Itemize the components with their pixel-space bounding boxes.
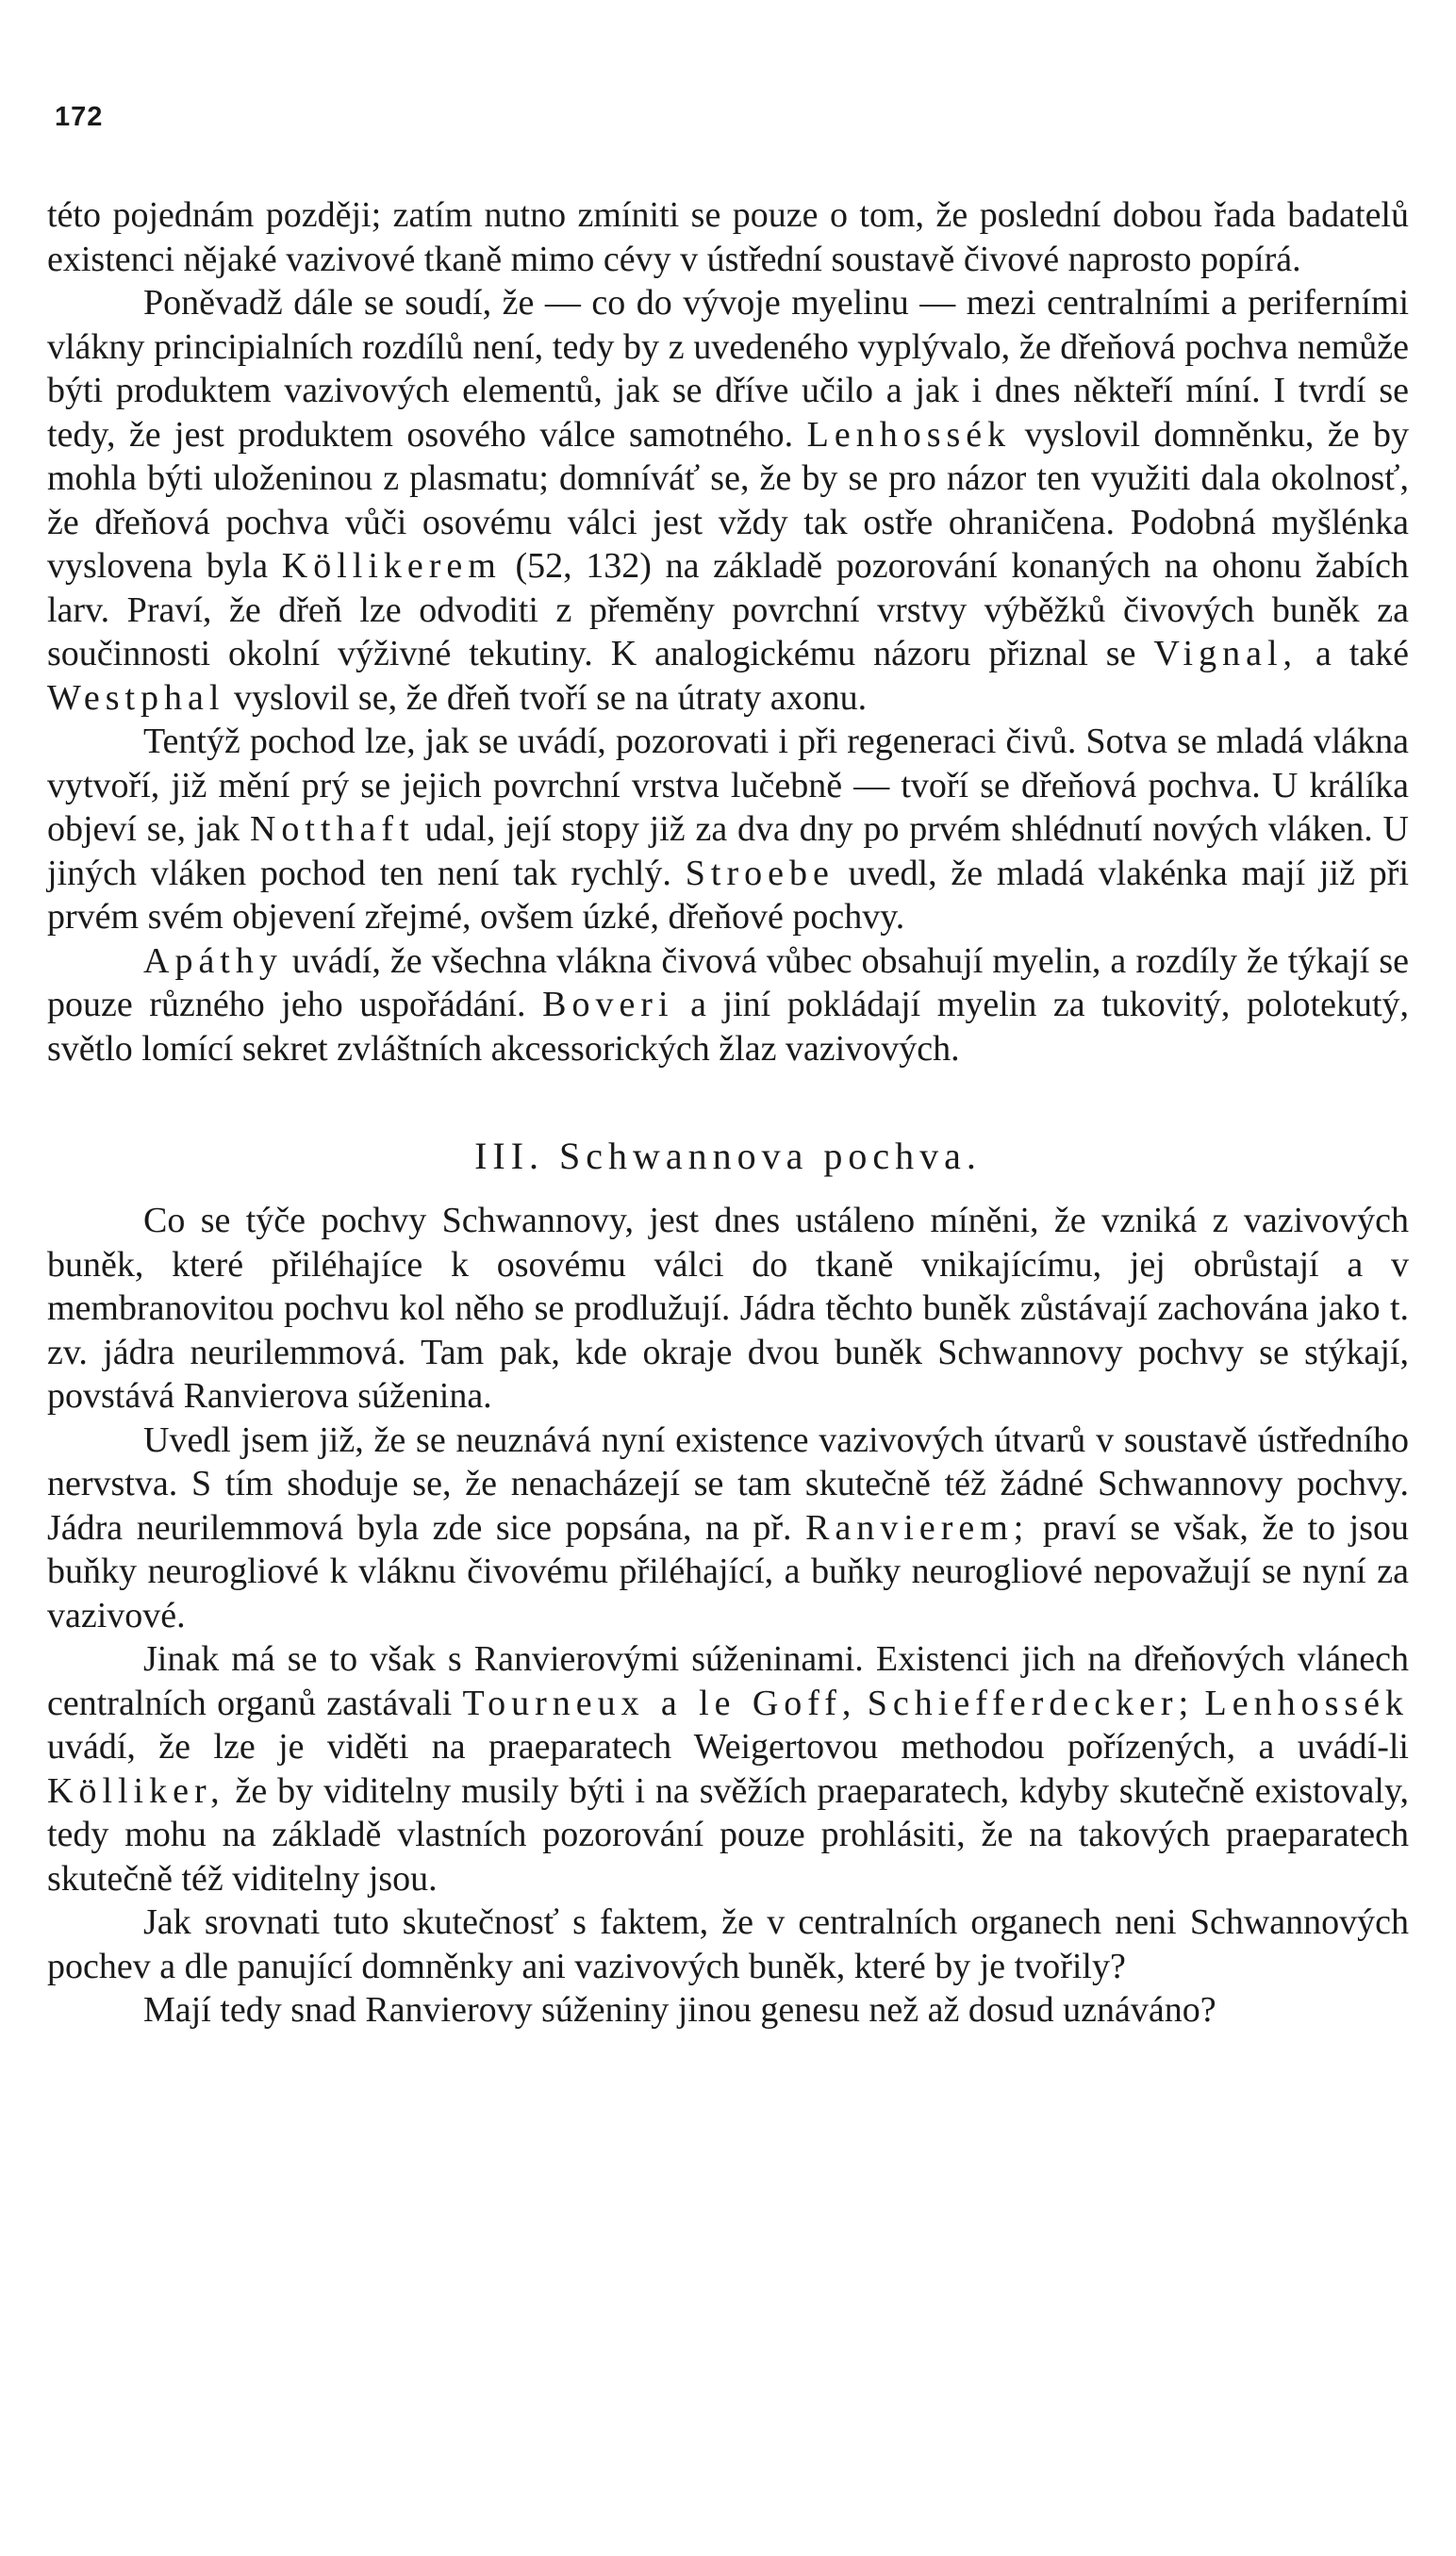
section-numeral: III. bbox=[474, 1135, 545, 1177]
author-name: Schiefferdecker; bbox=[867, 1683, 1195, 1723]
author-name: Apáthy bbox=[143, 940, 283, 981]
text-run: Uvedl jsem již, že se neuznává nyní existence vazivových útvarů v soustavě ústředního nervstva. S tím shoduje se, že nenacházejí se tam skutečně též žádné Schwannovy pochvy. Jádra neurilemmová byla zde sice popsána, na př. bbox=[47, 1419, 1409, 1548]
paragraph-schwann-sheath: Co se týče pochvy Schwannovy, jest dnes ustáleno míněni, že vzniká z vazivových buněk, které přiléhajíce k osovému válci do tkaně vnikajícímu, jej obrůstají a v membranovitou pochvu kol něho se prodlužují. Jádra těchto buněk zůstávají zachována jako t. zv. jádra neurilemmová. Tam pak, kde okraje dvou buněk Schwannovy pochvy se stýkají, povstává Ranvierova súženina. bbox=[47, 1201, 1409, 1416]
author-name: Vignal, bbox=[1153, 634, 1299, 673]
text-run: vyslovil domněnku, že by mohla býti uloženinou z plasmatu; domníváť se, že by se pro názor ten využiti dala okolnosť, že dřeňová pochva vůči osovému válci jest vždy tak ostře ohraničena. Podobná myšlénka vyslovena byla bbox=[47, 414, 1410, 586]
paragraph-central-nervous-system bbox=[47, 1419, 1409, 1638]
text-run: vyslovil se, že dřeň tvoří se na útraty axonu. bbox=[233, 677, 868, 718]
paragraph-continued: této pojednám později; zatím nutno zmíniti se pouze o tom, že poslední dobou řada badatelů existenci nějaké vazivové tkaně mimo cévy v ústřední soustavě čivové naprosto popírá. bbox=[47, 195, 1409, 279]
text-run: uvedl, že mladá vlakénka mají již při prvém svém objevení zřejmé, ovšem úzké, dřeňové pochvy. bbox=[47, 853, 1409, 937]
paragraph-apathy bbox=[47, 939, 1409, 1071]
text-run: že by viditelny musily býti i na svěžích praeparatech, kdyby skutečně existovaly, tedy mohu na základě vlastních pozorování pouze prohlásiti, že na takových praeparatech skutečně též viditelny jsou. bbox=[47, 1770, 1409, 1899]
text-run: a jiní pokládají myelin za tukovitý, polotekutý, světlo lomící sekret zvláštních akcessorických žlaz vazivových. bbox=[47, 985, 1409, 1069]
author-name: Boveri bbox=[542, 985, 674, 1024]
author-name: Stroebe bbox=[685, 853, 835, 893]
text-run: uvádí, že lze je viděti na praeparatech Weigertovou methodou pořízených, a uvádí-li bbox=[47, 1727, 1409, 1767]
paragraph-ranvier-nodes bbox=[47, 1637, 1409, 1900]
paragraph-question-two: Mají tedy snad Ranvierovy súženiny jinou genesu než až dosud uznáváno? bbox=[143, 1990, 1216, 2030]
text-run: praví se však, že to jsou buňky neurogliové k vláknu čivovému přiléhající, a buňky neurogliové nepovažují se nyní za vazivové. bbox=[47, 1507, 1410, 1635]
paragraph-regeneration bbox=[47, 720, 1409, 939]
paragraph-question-one: Jak srovnati tuto skutečnosť s faktem, že v centralních organech neni Schwannových pochev a dle panující domněnky ani vazivových buněk, které by je tvořily? bbox=[47, 1902, 1409, 1986]
author-name: Kölliker, bbox=[47, 1770, 225, 1811]
author-name: Ranvierem; bbox=[805, 1507, 1030, 1548]
text-run: Poněvadž dále se soudí, že — co do vývoje myelinu — mezi centralními a periferními vlákny principialních rozdílů není, tedy by z uvedeného vyplývalo, že dřeňová pochva nemůže býti produktem vazivových elementů, jak se dříve učilo a jak i dnes někteří míní. I tvrdí se tedy, že jest produktem osového válce samotného. bbox=[47, 283, 1409, 455]
paragraph-myelin-origin bbox=[47, 281, 1409, 720]
author-name: Westphal bbox=[47, 677, 225, 718]
body-text bbox=[47, 193, 1409, 2033]
text-run: Tentýž pochod lze, jak se uvádí, pozorovati i při regeneraci čivů. Sotva se mladá vlákna vytvoří, již mění prý se jejich povrchní vrstva lučebně — tvoří se dřeňová pochva. U králíka objeví se, jak bbox=[47, 722, 1409, 849]
author-name: Lenhossék bbox=[1204, 1683, 1410, 1723]
author-name: Köllikerem bbox=[281, 546, 502, 586]
text-run: (52, 132) na základě pozorování konaných na ohonu žabích larv. Praví, že dřeň lze odvoditi z přeměny povrchní vrstvy výběžků čivových buněk za součinnosti okolní výživné tekutiny. K analogickému názoru přiznal se bbox=[47, 546, 1409, 673]
text-run: a také bbox=[1315, 634, 1409, 673]
author-name: Notthaft bbox=[249, 809, 415, 849]
text-run: Jinak má se to však s Ranvierovými súženinami. Existenci jich na dřeňových vlánech centralních organů zastávali bbox=[47, 1639, 1409, 1723]
text-run: udal, její stopy již za dva dny po prvém shlédnutí nových vláken. U jiných vláken pochod ten není tak rychlý. bbox=[47, 809, 1409, 893]
page-number: 172 bbox=[55, 102, 104, 132]
section-heading bbox=[47, 1135, 1409, 1178]
text-run: uvádí, že všechna vlákna čivová vůbec obsahují myelin, a rozdíly že týkají se pouze různého jeho uspořádání. bbox=[47, 940, 1410, 1024]
author-name: Tourneux a le Goff, bbox=[462, 1683, 857, 1723]
author-name: Lenhossék bbox=[806, 414, 1012, 455]
section-title: Schwannova pochva. bbox=[559, 1135, 982, 1177]
